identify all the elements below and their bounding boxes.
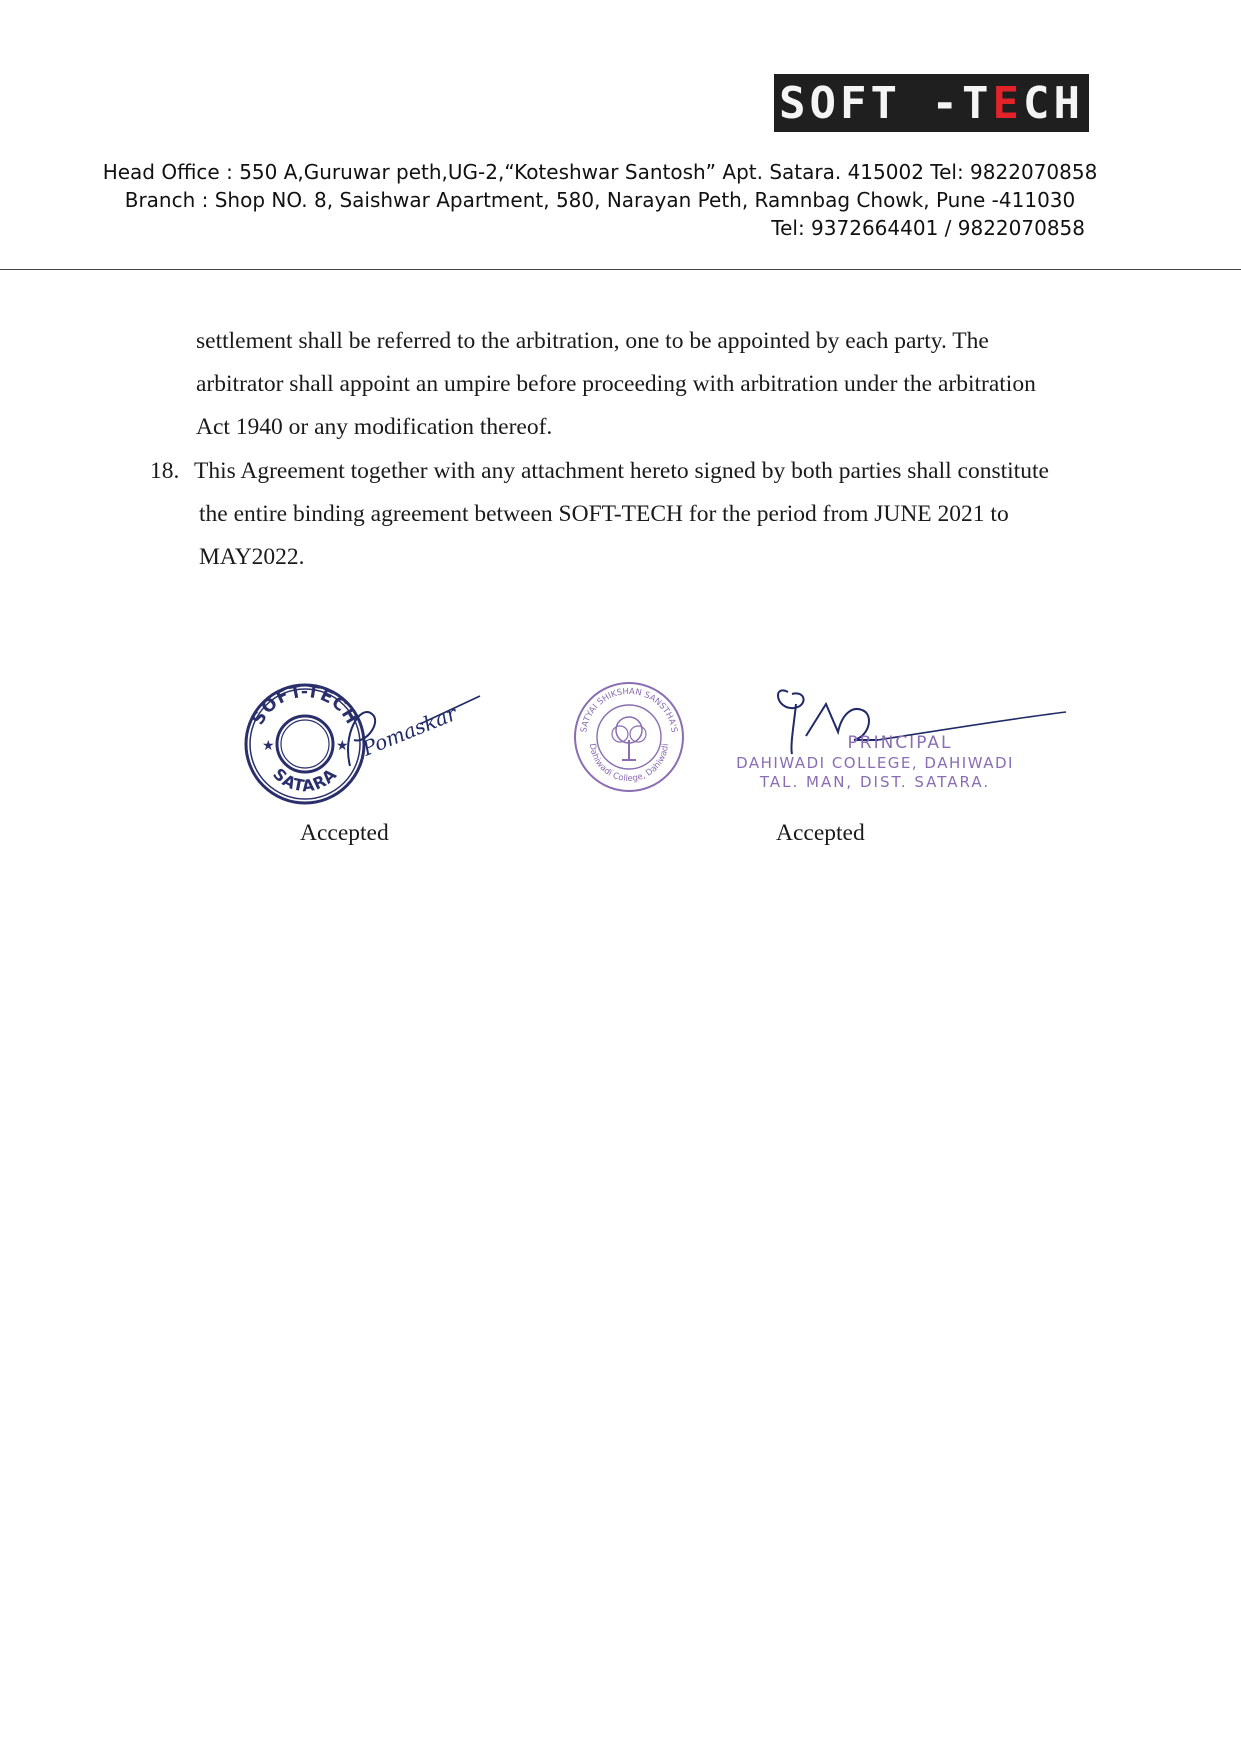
body-line-1: settlement shall be referred to the arbitration, one to be appointed by each party. The bbox=[196, 328, 989, 354]
logo-text-accent: E bbox=[992, 77, 1023, 129]
seal-top-text: SATYAI SHIKSHAN SANSTHA'S bbox=[579, 686, 679, 734]
head-office-address: Head Office : 550 A,Guruwar peth,UG-2,“Koteshwar Santosh” Apt. Satara. 415002 Tel: 9822070858 bbox=[102, 160, 1098, 184]
svg-text:SATYAI SHIKSHAN SANSTHA'S bbox=[579, 687, 679, 733]
softtech-stamp-signature bbox=[242, 674, 492, 814]
stamp-bottom-text: SATARA bbox=[269, 764, 341, 796]
clause-18-number: 18. bbox=[150, 458, 180, 484]
college-seal-image bbox=[572, 680, 686, 794]
principal-title: PRINCIPAL bbox=[847, 733, 953, 753]
accepted-label-left: Accepted bbox=[300, 820, 389, 846]
svg-text:SATARA bbox=[269, 764, 341, 795]
company-logo bbox=[774, 74, 1089, 132]
accepted-label-right: Accepted bbox=[776, 820, 865, 846]
seal-bottom-text: Dahiwadi College, Dahiwadi bbox=[586, 742, 671, 785]
principal-college: DAHIWADI COLLEGE, DAHIWADI bbox=[736, 754, 1014, 772]
branch-address: Branch : Shop NO. 8, Saishwar Apartment, 580, Narayan Peth, Ramnbag Chowk, Pune -411030 bbox=[124, 188, 1076, 212]
principal-address: TAL. MAN, DIST. SATARA. bbox=[759, 773, 991, 791]
body-line-3: Act 1940 or any modification thereof. bbox=[196, 414, 553, 440]
clause-18-line-1: This Agreement together with any attachment hereto signed by both parties shall constitute bbox=[194, 458, 1049, 484]
clause-18-line-2: the entire binding agreement between SOFT-TECH for the period from JUNE 2021 to bbox=[199, 501, 1009, 527]
logo-text-right: CH bbox=[1022, 77, 1084, 129]
college-seal bbox=[572, 680, 686, 799]
softtech-stamp-image bbox=[242, 674, 492, 809]
logo-text-left: SOFT -T bbox=[779, 77, 993, 129]
svg-text:★: ★ bbox=[262, 738, 275, 754]
stamp-top-text: SOFT-TECH bbox=[248, 681, 362, 729]
body-line-2: arbitrator shall appoint an umpire before proceeding with arbitration under the arbitration bbox=[196, 371, 1036, 397]
signature-text: Pomaskar bbox=[358, 701, 461, 761]
clause-18-line-3: MAY2022. bbox=[199, 544, 305, 570]
header-divider bbox=[0, 269, 1241, 270]
svg-text:SOFT-TECH bbox=[248, 682, 362, 729]
svg-text:★: ★ bbox=[336, 738, 349, 754]
branch-telephone: Tel: 9372664401 / 9822070858 bbox=[771, 216, 1085, 240]
